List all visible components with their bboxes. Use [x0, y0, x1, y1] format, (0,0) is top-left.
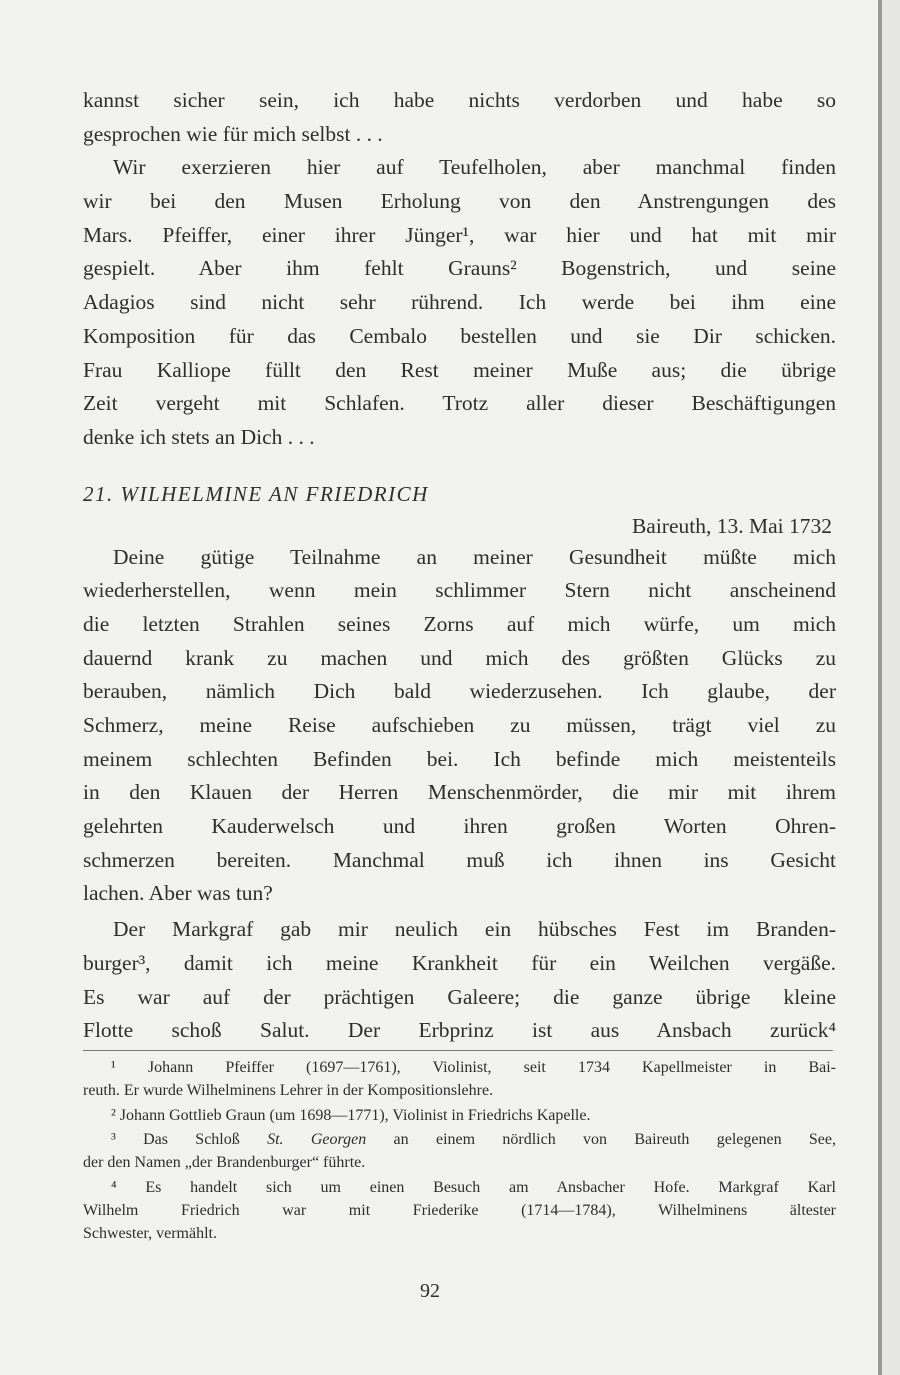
text-line: der den Namen „der Brandenburger“ führte.	[83, 1154, 366, 1171]
paragraph	[83, 913, 836, 1048]
text-line: Flotte schoß Salut. Der Erbprinz ist aus Ansbach zurück⁴	[83, 1018, 836, 1043]
text-line: Mars. Pfeiffer, einer ihrer Jünger¹, war hier und hat mit mir	[83, 222, 836, 247]
footnote	[83, 1104, 836, 1127]
paragraph	[83, 541, 836, 912]
text-line: Wir exerzieren hier auf Teufelholen, aber manchmal finden	[113, 155, 836, 180]
body-text	[83, 84, 836, 1048]
text-line: berauben, nämlich Dich bald wiederzusehen. Ich glaube, der	[83, 679, 836, 704]
footnote-rule	[83, 1050, 833, 1051]
italic-place-name: St. Georgen	[267, 1131, 367, 1148]
letter-paragraphs	[83, 541, 836, 1048]
page-number: 92	[420, 1280, 440, 1302]
footnote	[83, 1056, 836, 1102]
text-line: dauernd krank zu machen und mich des größten Glücks zu	[83, 645, 836, 670]
text-line: ⁴ Es handelt sich um einen Besuch am Ansbacher Hofe. Markgraf Karl	[111, 1178, 836, 1196]
page-edge	[878, 0, 882, 1375]
text-line: lachen. Aber was tun?	[83, 881, 273, 906]
text-line: ³ Das Schloß St. Georgen an einem nördlich von Baireuth gelegenen See,	[111, 1131, 837, 1148]
text-line: kannst sicher sein, ich habe nichts verdorben und habe so	[83, 88, 836, 112]
letter-date: Baireuth, 13. Mai 1732	[631, 513, 832, 538]
text-line: in den Klauen der Herren Menschenmörder, die mir mit ihrem	[83, 780, 836, 805]
text-line: Deine gütige Teilnahme an meiner Gesundheit müßte mich	[113, 544, 836, 569]
text-line: gespielt. Aber ihm fehlt Grauns² Bogenstrich, und seine	[83, 256, 836, 281]
paragraph	[83, 151, 836, 454]
text-line: Schmerz, meine Reise aufschieben zu müssen, trägt viel zu	[83, 713, 836, 737]
footnotes	[83, 1056, 836, 1246]
text-line: wiederherstellen, wenn mein schlimmer Stern nicht anscheinend	[83, 578, 836, 603]
footnote	[83, 1176, 836, 1245]
text-line: Zeit vergeht mit Schlafen. Trotz aller dieser Beschäftigungen	[83, 391, 836, 416]
paragraph	[83, 84, 836, 151]
text-line: schmerzen bereiten. Manchmal muß ich ihnen ins Gesicht	[83, 847, 836, 872]
text-line: denke ich stets an Dich . . .	[83, 424, 315, 449]
text-line: Wilhelm Friedrich war mit Friederike (1714—1784), Wilhelminens ältester	[83, 1201, 836, 1219]
text-line: wir bei den Musen Erholung von den Anstrengungen des	[83, 189, 836, 214]
text-line: ² Johann Gottlieb Graun (um 1698—1771), Violinist in Friedrichs Kapelle.	[111, 1106, 591, 1124]
text-line: Es war auf der prächtigen Galeere; die ganze übrige kleine	[83, 984, 836, 1009]
text-line: Der Markgraf gab mir neulich ein hübsches Fest im Branden-	[113, 917, 836, 942]
opening-paragraphs	[83, 84, 836, 455]
text-line: gelehrten Kauderwelsch und ihren großen Worten Ohren-	[83, 814, 836, 839]
text-line: die letzten Strahlen seines Zorns auf mich würfe, um mich	[83, 611, 836, 636]
text-line: gesprochen wie für mich selbst . . .	[83, 121, 383, 146]
text-line: Komposition für das Cembalo bestellen und sie Dir schicken.	[83, 323, 836, 348]
text-line: Frau Kalliope füllt den Rest meiner Muße aus; die übrige	[83, 357, 836, 382]
footnote	[83, 1128, 836, 1174]
text-line: reuth. Er wurde Wilhelminens Lehrer in der Kompositionslehre.	[83, 1082, 494, 1099]
letter-heading: 21. WILHELMINE AN FRIEDRICH	[83, 481, 429, 506]
text-line: meinem schlechten Befinden bei. Ich befinde mich meistenteils	[83, 746, 836, 771]
text-line: ¹ Johann Pfeiffer (1697—1761), Violinist, seit 1734 Kapellmeister in Bai-	[111, 1059, 836, 1076]
text-line: Adagios sind nicht sehr rührend. Ich werde bei ihm eine	[83, 290, 836, 315]
text-line: Schwester, vermählt.	[83, 1224, 217, 1242]
page-gutter	[882, 0, 900, 1375]
text-line: burger³, damit ich meine Krankheit für ein Weilchen vergäße.	[83, 950, 836, 975]
